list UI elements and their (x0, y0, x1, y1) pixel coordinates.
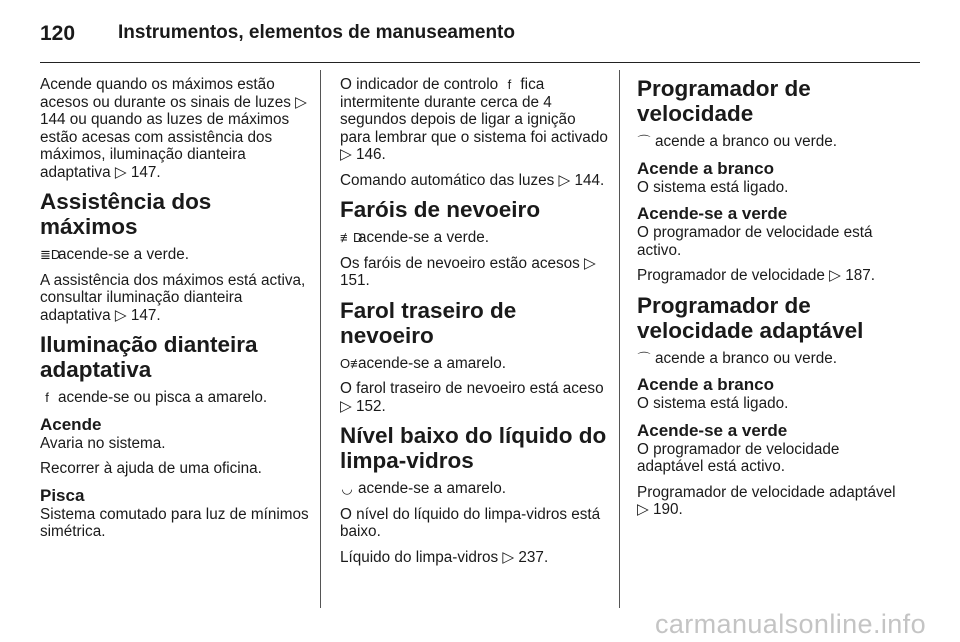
column-divider (320, 70, 321, 608)
washer-fluid-icon: ◡ (341, 481, 353, 496)
cruise-ref: Programador de velocidade ▷ 187. (637, 267, 875, 284)
column-divider (619, 70, 620, 608)
heading-green: Acende-se a verde (637, 204, 788, 223)
adaptive-lighting-icon: f (507, 77, 512, 92)
column-2 (340, 76, 610, 574)
heading-acende: Acende (40, 414, 102, 434)
high-beam-assist-icon: ≣D (40, 247, 61, 262)
cruise-line: ⌒ acende a branco ou verde. (637, 133, 837, 150)
watermark: carmanualsonline.info (654, 609, 926, 639)
washer-ref: Líquido do limpa-vidros ▷ 237. (340, 548, 549, 566)
rear-fog-light-icon: O≢ (340, 355, 364, 371)
fog-lights-text: Os faróis de nevoeiro estão acesos ▷ 151. (340, 254, 596, 289)
acende-text: Avaria no sistema. (40, 434, 166, 452)
white2-text: O sistema está ligado. (637, 395, 789, 412)
adaptive-lighting-line: f acende-se ou pisca a amarelo. (40, 389, 310, 407)
heading-washer-fluid: Nível baixo do líquido do limpa-vidros (340, 423, 607, 473)
rear-fog-text: O farol traseiro de nevoeiro está aceso ▷ 152. (340, 380, 604, 415)
adaptive-cruise-icon: ⌒ (637, 350, 651, 366)
page-title: Instrumentos, elementos de manuseamento (118, 22, 515, 43)
column-1 (40, 76, 310, 549)
heading-adaptive-lighting: Iluminação dianteira adaptativa (40, 332, 258, 382)
heading-cruise-control: Programador de velocidade (637, 76, 811, 126)
intro-paragraph: Acende quando os máximos estão acesos ou durante os sinais de luzes ▷ 144 ou quando as luzes de máximos estão acesas com assistência dos máximos, iluminação dianteira adaptativa ▷ 147. (40, 76, 307, 181)
acende-text-2: Recorrer à ajuda de uma oficina. (40, 460, 262, 477)
heading-white: Acende a branco (637, 158, 774, 178)
fog-light-icon: ≢D (340, 230, 363, 245)
white-text: O sistema está ligado. (637, 178, 789, 196)
rear-fog-line: O≢acende-se a amarelo. (340, 354, 506, 372)
heading-pisca: Pisca (40, 485, 85, 505)
indicator-paragraph: O indicador de controlo f fica intermitente durante cerca de 4 segundos depois de ligar a ignição para lembrar que o sistema foi activado ▷ 146. (340, 76, 608, 163)
page-number: 120 (40, 22, 76, 45)
acc-line: ⌒ acende a branco ou verde. (637, 349, 837, 367)
washer-text: O nível do líquido do limpa-vidros está baixo. (340, 505, 601, 540)
fog-lights-line: ≢Dacende-se a verde. (340, 229, 489, 246)
heading-white-2: Acende a branco (637, 375, 774, 394)
auto-lights-text: Comando automático das luzes ▷ 144. (340, 171, 605, 189)
column-3 (637, 76, 907, 527)
heading-high-beam-assist: Assistência dos máximos (40, 189, 212, 239)
cruise-control-icon: ⌒ (637, 134, 651, 149)
acc-ref: Programador de velocidade adaptável ▷ 190. (637, 483, 896, 518)
washer-line: ◡ acende-se a amarelo. (341, 480, 506, 497)
heading-adaptive-cruise: Programador de velocidade adaptável (637, 292, 864, 343)
heading-green-2: Acende-se a verde (637, 420, 788, 440)
green2-text: O programador de velocidade adaptável está activo. (637, 440, 840, 475)
green-text: O programador de velocidade está activo. (637, 224, 873, 259)
high-beam-assist-line: ≣Dacende-se a verde. (40, 246, 189, 263)
heading-fog-lights: Faróis de nevoeiro (340, 197, 541, 222)
adaptive-lighting-icon: f (45, 390, 49, 405)
page-header (40, 18, 920, 63)
high-beam-assist-text: A assistência dos máximos está activa, consultar iluminação dianteira adaptativa ▷ 147. (40, 271, 306, 324)
pisca-text: Sistema comutado para luz de mínimos simétrica. (40, 505, 309, 540)
heading-rear-fog-light: Farol traseiro de nevoeiro (340, 297, 517, 348)
